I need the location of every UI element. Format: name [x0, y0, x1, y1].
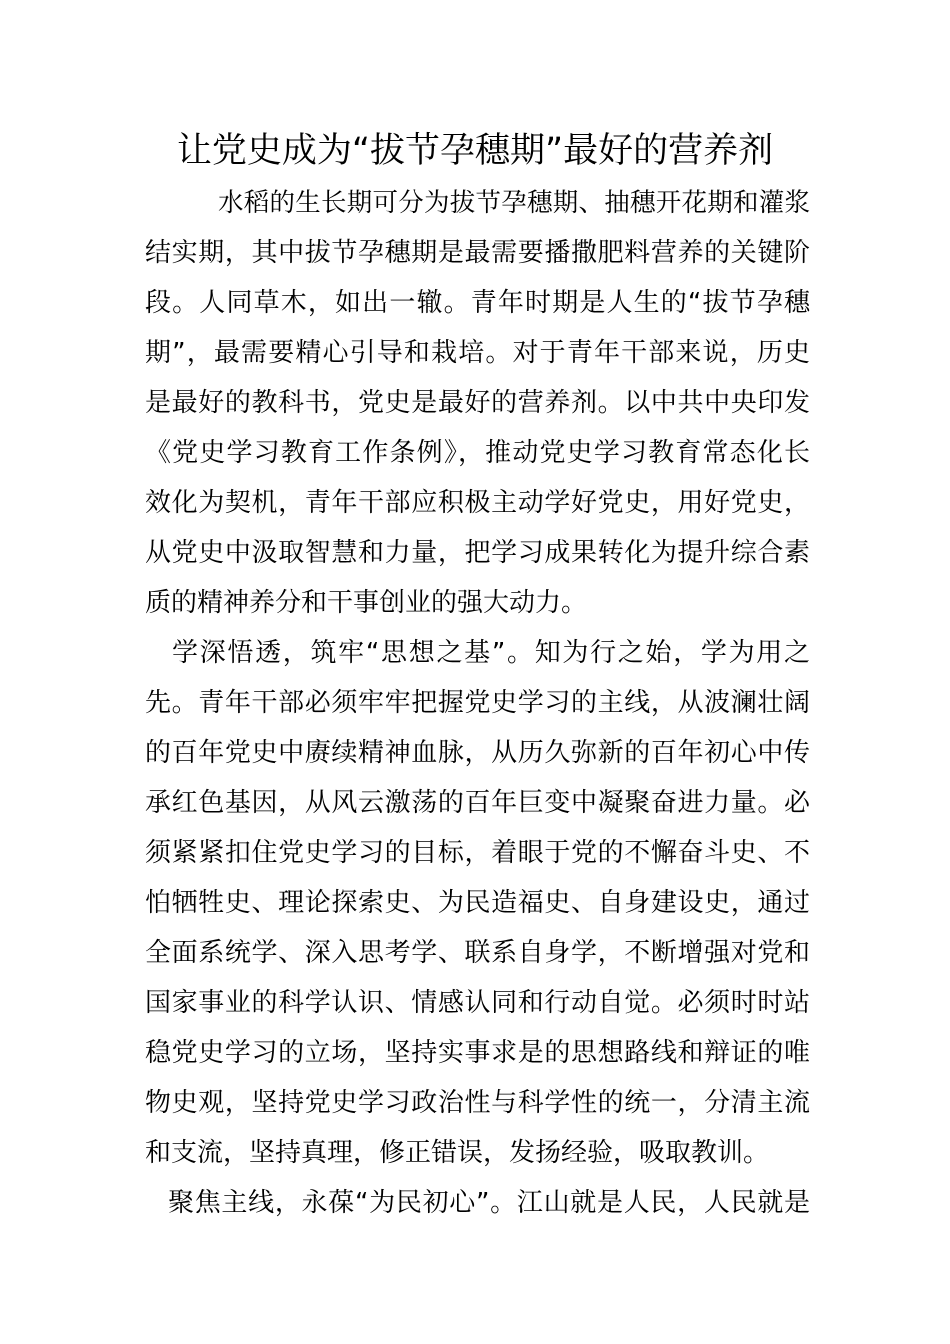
- paragraph-line: 结实期，其中拔节孕穗期是最需要播撒肥料营养的关键阶: [145, 238, 810, 268]
- paragraph-line: 的百年党史中赓续精神血脉，从历久弥新的百年初心中传: [145, 738, 810, 768]
- paragraph-line: 水稻的生长期可分为拔节孕穗期、抽穗开花期和灌浆: [218, 188, 810, 218]
- paragraph-line: 怕牺牲史、理论探索史、为民造福史、自身建设史，通过: [145, 888, 810, 918]
- paragraph-line: 是最好的教科书，党史是最好的营养剂。以中共中央印发: [145, 388, 810, 418]
- document-title: 让党史成为“拔节孕穗期”最好的营养剂: [176, 131, 774, 171]
- paragraph-line: 效化为契机，青年干部应积极主动学好党史，用好党史，: [145, 488, 810, 518]
- paragraph-line: 从党史中汲取智慧和力量，把学习成果转化为提升综合素: [145, 538, 810, 568]
- paragraph-line: 先。青年干部必须牢牢把握党史学习的主线，从波澜壮阔: [145, 688, 810, 718]
- paragraph-line: 和支流，坚持真理，修正错误，发扬经验，吸取教训。: [145, 1138, 770, 1168]
- paragraph-line: 稳党史学习的立场，坚持实事求是的思想路线和辩证的唯: [145, 1038, 810, 1068]
- paragraph-line: 段。人同草木，如出一辙。青年时期是人生的“拔节孕穗: [145, 288, 810, 318]
- paragraph-line: 物史观，坚持党史学习政治性与科学性的统一，分清主流: [145, 1088, 810, 1118]
- paragraph-line: 学深悟透，筑牢“思想之基”。知为行之始，学为用之: [172, 638, 810, 668]
- paragraph-line: 质的精神养分和干事创业的强大动力。: [145, 588, 588, 618]
- paragraph-line: 须紧紧扣住党史学习的目标，着眼于党的不懈奋斗史、不: [145, 838, 810, 868]
- paragraph-line: 承红色基因，从风云激荡的百年巨变中凝聚奋进力量。必: [145, 788, 810, 818]
- paragraph-line: 《党史学习教育工作条例》，推动党史学习教育常态化长: [145, 438, 810, 468]
- paragraph-line: 全面系统学、深入思考学、联系自身学，不断增强对党和: [145, 938, 810, 968]
- paragraph-line: 国家事业的科学认识、情感认同和行动自觉。必须时时站: [145, 988, 810, 1018]
- paragraph-line: 期”，最需要精心引导和栽培。对于青年干部来说，历史: [145, 338, 810, 368]
- paragraph-line: 聚焦主线，永葆“为民初心”。江山就是人民，人民就是: [168, 1188, 810, 1218]
